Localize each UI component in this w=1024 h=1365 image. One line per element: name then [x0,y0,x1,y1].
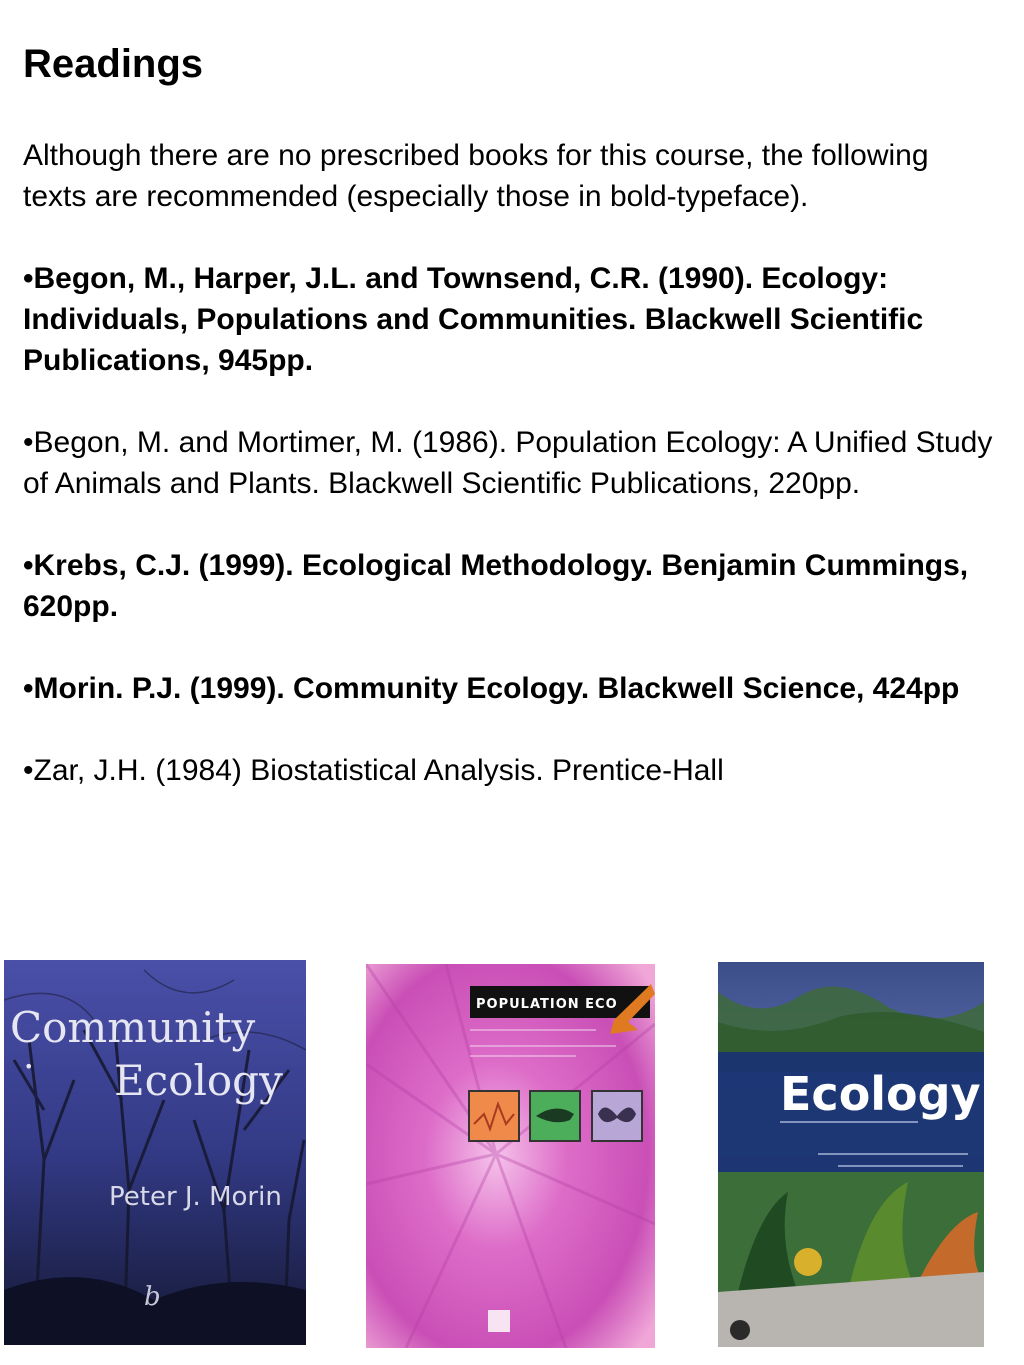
reference-krebs: •Krebs, C.J. (1999). Ecological Methodology. Benjamin Cummings, 620pp. [23,549,969,623]
book-cover-population-ecology [366,964,655,1348]
cover1-title-line1: Community [10,1003,256,1052]
reference-begon-harper-townsend: •Begon, M., Harper, J.L. and Townsend, C.R. (1990). Ecology: Individuals, Populations and Communities. Blackwell Scientific Publications, 945pp. [23,262,924,377]
reference-morin: •Morin. P.J. (1999). Community Ecology. Blackwell Science, 424pp [23,672,960,705]
intro-paragraph: Although there are no prescribed books for this course, the following texts are recommended (especially those in bold-typeface). [23,139,929,213]
cover1-author: Peter J. Morin [109,1182,282,1212]
book-cover-community-ecology [4,960,306,1345]
page-title: Readings [23,42,204,86]
reference-zar: •Zar, J.H. (1984) Biostatistical Analysis. Prentice-Hall [23,754,724,787]
readings-content [23,36,993,791]
cover1-publisher-mark: b [144,1282,161,1312]
book-cover-ecology [718,962,984,1347]
svg-text:•: • [24,1057,34,1076]
cover2-title: POPULATION ECO [476,997,618,1012]
cover3-title: Ecology [780,1067,981,1121]
cover1-title-line2: Ecology [114,1056,283,1105]
reference-begon-mortimer: •Begon, M. and Mortimer, M. (1986). Population Ecology: A Unified Study of Animals and Plants. Blackwell Scientific Publications, 220pp. [23,426,993,500]
